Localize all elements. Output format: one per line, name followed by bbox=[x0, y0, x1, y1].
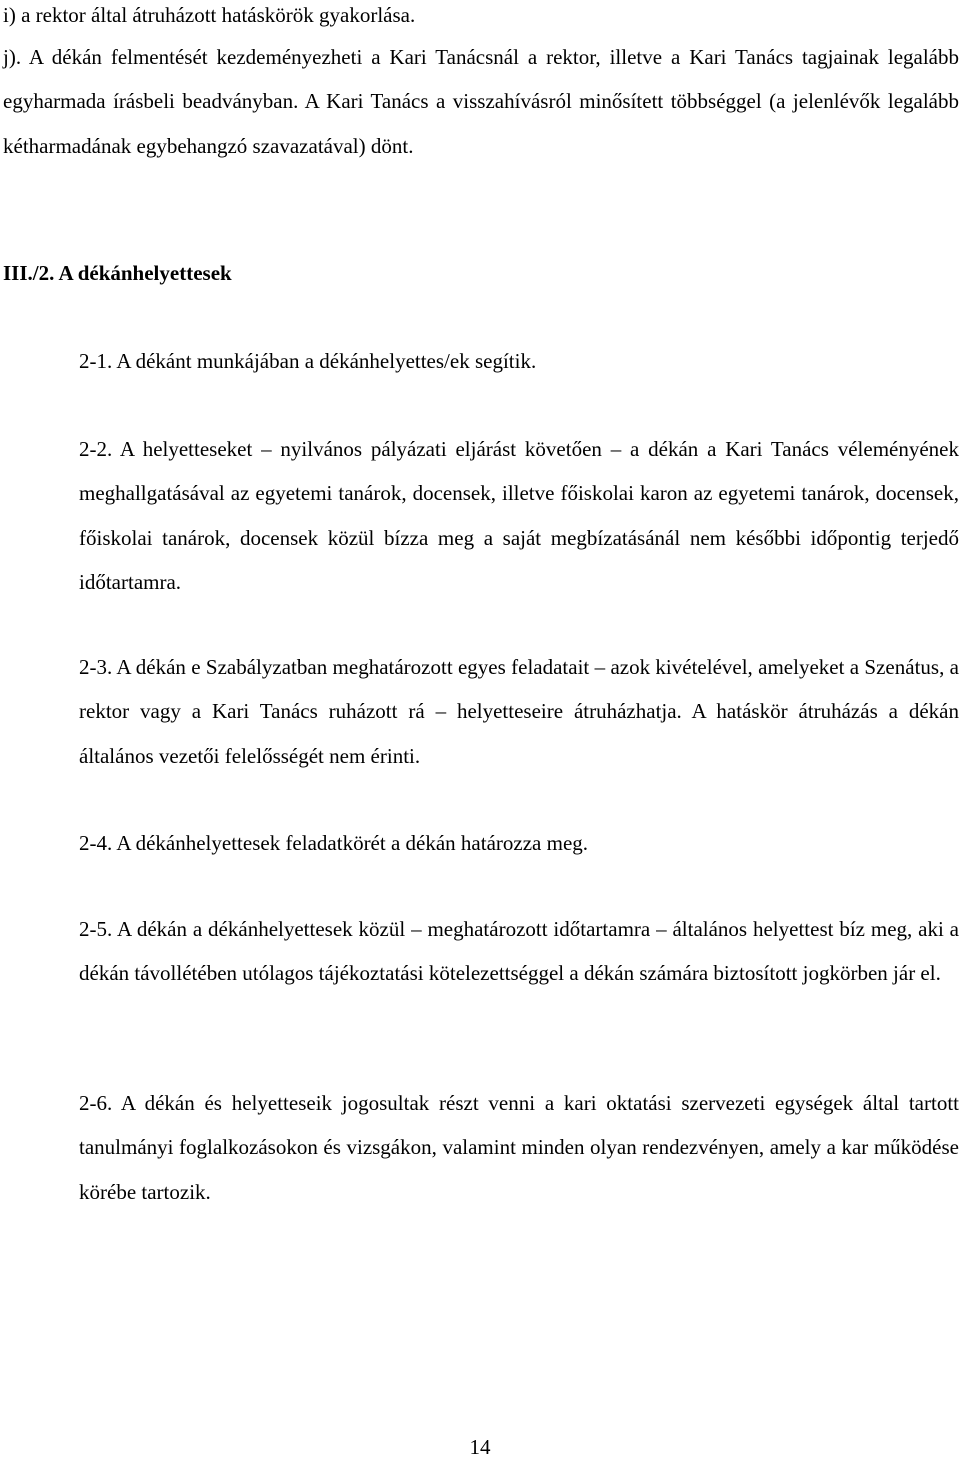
paragraph-2-5: 2-5. A dékán a dékánhelyettesek közül – meghatározott időtartamra – általános helyettest bíz meg, aki a dékán távollétében utólagos tájékoztatási kötelezettséggel a dékán számára biztosított jogkörben jár el. bbox=[79, 917, 959, 986]
intro-item-j: j). A dékán felmentését kezdeményezheti a Kari Tanácsnál a rektor, illetve a Kari Tanács tagjainak legalább egyharmada írásbeli beadványban. A Kari Tanács a visszahívásról minősített többséggel (a jelenlévők legalább kétharmadának egybehangzó szavazatával) dönt. bbox=[3, 45, 959, 158]
paragraph-2-1: 2-1. A dékánt munkájában a dékánhelyettes/ek segítik. bbox=[79, 349, 537, 373]
paragraph-2-3: 2-3. A dékán e Szabályzatban meghatározott egyes feladatait – azok kivételével, amelyeket a Szenátus, a rektor vagy a Kari Tanács ruházott rá – helyetteseire átruházhatja. A hatáskör átruházás a dékán általános vezetői felelősségét nem érinti. bbox=[79, 655, 959, 768]
page-number: 14 bbox=[469, 1435, 491, 1459]
paragraph-2-2: 2-2. A helyetteseket – nyilvános pályázati eljárást követően – a dékán a Kari Tanács véleményének meghallgatásával az egyetemi tanárok, docensek, illetve főiskolai karon az egyetemi tanárok, docensek, főiskolai tanárok, docensek közül bízza meg a saját megbízatásánál nem későbbi időpontig terjedő időtartamra. bbox=[79, 437, 959, 595]
intro-item-i: i) a rektor által átruházott hatáskörök gyakorlása. bbox=[3, 3, 416, 27]
paragraph-2-4: 2-4. A dékánhelyettesek feladatkörét a dékán határozza meg. bbox=[79, 831, 589, 855]
section-heading: III./2. A dékánhelyettesek bbox=[3, 261, 232, 285]
paragraph-2-6: 2-6. A dékán és helyetteseik jogosultak részt venni a kari oktatási szervezeti egységek által tartott tanulmányi foglalkozásokon és vizsgákon, valamint minden olyan rendezvényen, amely a kar működése körébe tartozik. bbox=[79, 1091, 959, 1204]
